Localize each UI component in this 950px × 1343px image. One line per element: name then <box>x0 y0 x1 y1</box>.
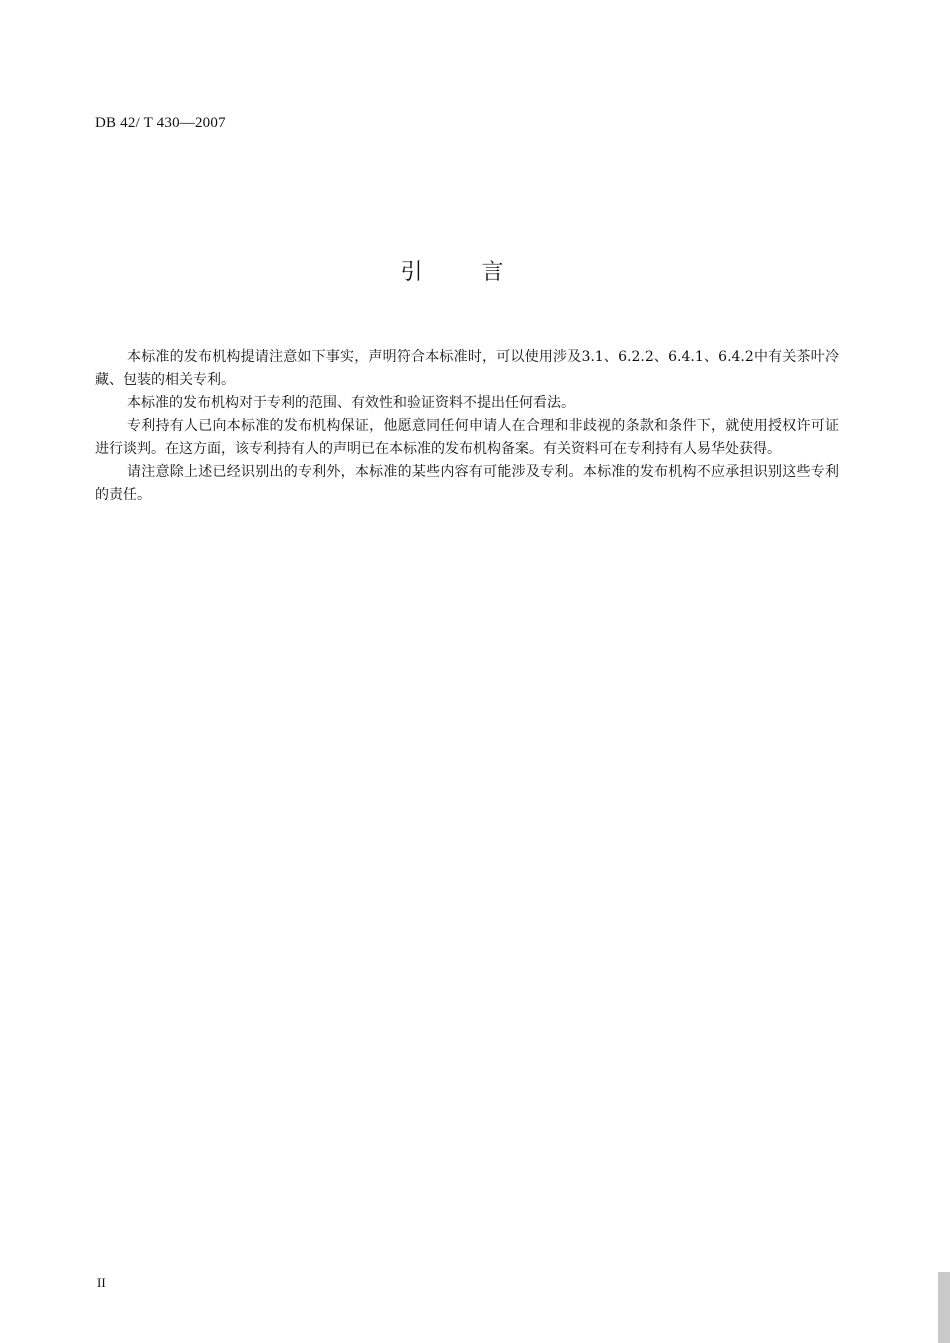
paragraph-patent-notice: 本标准的发布机构提请注意如下事实，声明符合本标准时，可以使用涉及3.1、6.2.2、6.4.1、6.4.2中有关茶叶冷藏、包装的相关专利。 <box>95 349 839 388</box>
paragraph-patent-holder-assurance: 专利持有人已向本标准的发布机构保证，他愿意同任何申请人在合理和非歧视的条款和条件下，就使用授权许可证进行谈判。在这方面，该专利持有人的声明已在本标准的发布机构备案。有关资料可在专利持有人易华处获得。 <box>95 418 839 457</box>
scan-edge-mark <box>938 1272 950 1343</box>
paragraph-no-position: 本标准的发布机构对于专利的范围、有效性和验证资料不提出任何看法。 <box>127 395 575 411</box>
paragraph-other-patents: 请注意除上述已经识别出的专利外，本标准的某些内容有可能涉及专利。本标准的发布机构不应承担识别这些专利的责任。 <box>95 464 839 503</box>
section-title: 引 言 <box>400 260 530 285</box>
standard-code: DB 42/ T 430—2007 <box>95 115 226 131</box>
introduction-body <box>95 346 839 507</box>
page-number: II <box>97 1275 106 1290</box>
